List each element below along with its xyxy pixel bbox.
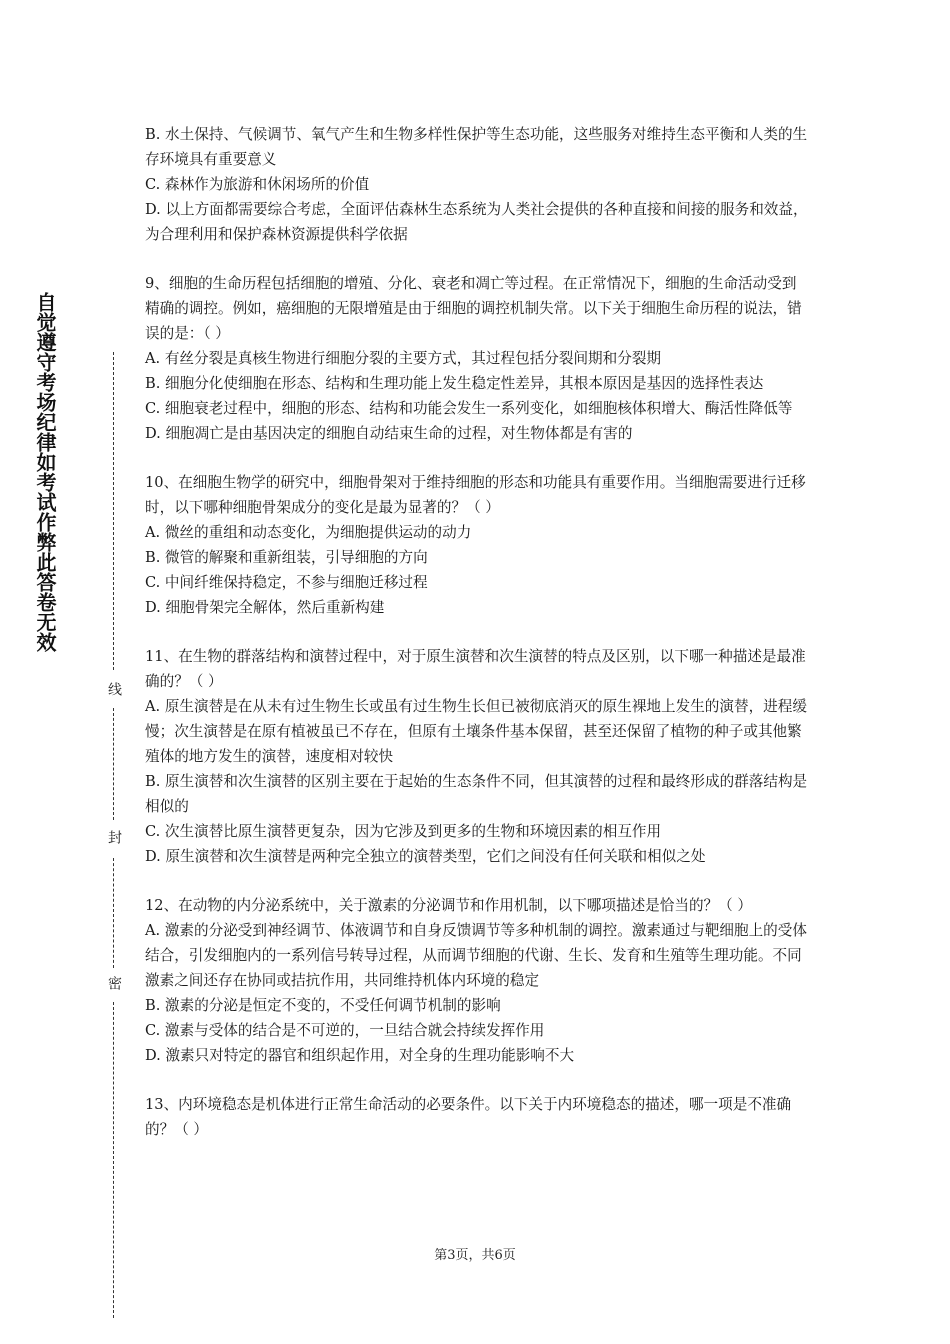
option-a: A. 有丝分裂是真核生物进行细胞分裂的主要方式，其过程包括分裂间期和分裂期 bbox=[145, 350, 662, 367]
option-c: C. 细胞衰老过程中，细胞的形态、结构和功能会发生一系列变化，如细胞核体积增大、酶活性降低等 bbox=[145, 400, 793, 417]
question-stem: 12、在动物的内分泌系统中，关于激素的分泌调节和作用机制，以下哪项描述是恰当的？（ ） bbox=[145, 897, 752, 914]
q8-option-b: B. 水土保持、气候调节、氧气产生和生物多样性保护等生态功能，这些服务对维持生态平衡和人类的生存环境具有重要意义 bbox=[145, 126, 808, 168]
seal-line-segment bbox=[113, 708, 114, 820]
option-a: A. 微丝的重组和动态变化，为细胞提供运动的动力 bbox=[145, 524, 472, 541]
option-b: B. 细胞分化使细胞在形态、结构和生理功能上发生稳定性差异，其根本原因是基因的选择性表达 bbox=[145, 375, 764, 392]
question-stem: 9、细胞的生命历程包括细胞的增殖、分化、衰老和凋亡等过程。在正常情况下，细胞的生命活动受到精确的调控。例如，癌细胞的无限增殖是由于细胞的调控机制失常。以下关于细胞生命历程的说法，错误的是：（ ） bbox=[145, 275, 802, 342]
question-8-continued bbox=[145, 122, 810, 247]
question-9 bbox=[145, 271, 810, 446]
question-content bbox=[145, 122, 810, 1142]
exam-warning-vertical: 自觉遵守考场纪律如考试作弊此答卷无效 bbox=[33, 292, 57, 652]
option-c: C. 激素与受体的结合是不可逆的，一旦结合就会持续发挥作用 bbox=[145, 1022, 545, 1039]
question-11 bbox=[145, 644, 810, 869]
question-stem: 11、在生物的群落结构和演替过程中，对于原生演替和次生演替的特点及区别，以下哪一种描述是最准确的？（ ） bbox=[145, 648, 806, 690]
option-d: D. 细胞凋亡是由基因决定的细胞自动结束生命的过程，对生物体都是有害的 bbox=[145, 425, 633, 442]
option-a: A. 激素的分泌受到神经调节、体液调节和自身反馈调节等多种机制的调控。激素通过与靶细胞上的受体结合，引发细胞内的一系列信号转导过程，从而调节细胞的代谢、生长、发育和生殖等生理功能。不同激素之间还存在协同或拮抗作用，共同维持机体内环境的稳定 bbox=[145, 922, 807, 989]
question-stem: 10、在细胞生物学的研究中，细胞骨架对于维持细胞的形态和功能具有重要作用。当细胞需要进行迁移时，以下哪种细胞骨架成分的变化是最为显著的？（ ） bbox=[145, 474, 806, 516]
seal-label-seal: 封 bbox=[106, 830, 122, 844]
option-c: C. 中间纤维保持稳定，不参与细胞迁移过程 bbox=[145, 574, 428, 591]
option-a: A. 原生演替是在从未有过生物生长或虽有过生物生长但已被彻底消灭的原生裸地上发生的演替，进程缓慢；次生演替是在原有植被虽已不存在，但原有土壤条件基本保留，甚至还保留了植物的种子或其他繁殖体的地方发生的演替，速度相对较快 bbox=[145, 698, 807, 765]
question-stem: 13、内环境稳态是机体进行正常生命活动的必要条件。以下关于内环境稳态的描述，哪一项是不准确的？（ ） bbox=[145, 1096, 792, 1138]
option-b: B. 激素的分泌是恒定不变的，不受任何调节机制的影响 bbox=[145, 997, 501, 1014]
q8-option-d: D. 以上方面都需要综合考虑，全面评估森林生态系统为人类社会提供的各种直接和间接的服务和效益，为合理利用和保护森林资源提供科学依据 bbox=[145, 201, 808, 243]
q8-option-c: C. 森林作为旅游和休闲场所的价值 bbox=[145, 176, 370, 193]
question-12 bbox=[145, 893, 810, 1068]
seal-line-segment bbox=[113, 352, 114, 670]
seal-line-segment bbox=[113, 1002, 114, 1318]
option-b: B. 原生演替和次生演替的区别主要在于起始的生态条件不同，但其演替的过程和最终形成的群落结构是相似的 bbox=[145, 773, 808, 815]
option-c: C. 次生演替比原生演替更复杂，因为它涉及到更多的生物和环境因素的相互作用 bbox=[145, 823, 662, 840]
option-b: B. 微管的解聚和重新组装，引导细胞的方向 bbox=[145, 549, 428, 566]
option-d: D. 原生演替和次生演替是两种完全独立的演替类型，它们之间没有任何关联和相似之处 bbox=[145, 848, 706, 865]
seal-line-segment bbox=[113, 858, 114, 968]
question-10 bbox=[145, 470, 810, 620]
option-d: D. 细胞骨架完全解体，然后重新构建 bbox=[145, 599, 385, 616]
page-number: 第3页，共6页 bbox=[434, 1248, 516, 1263]
seal-label-line: 线 bbox=[106, 682, 122, 696]
option-d: D. 激素只对特定的器官和组织起作用，对全身的生理功能影响不大 bbox=[145, 1047, 575, 1064]
seal-label-secret: 密 bbox=[106, 976, 122, 990]
question-13 bbox=[145, 1092, 810, 1142]
